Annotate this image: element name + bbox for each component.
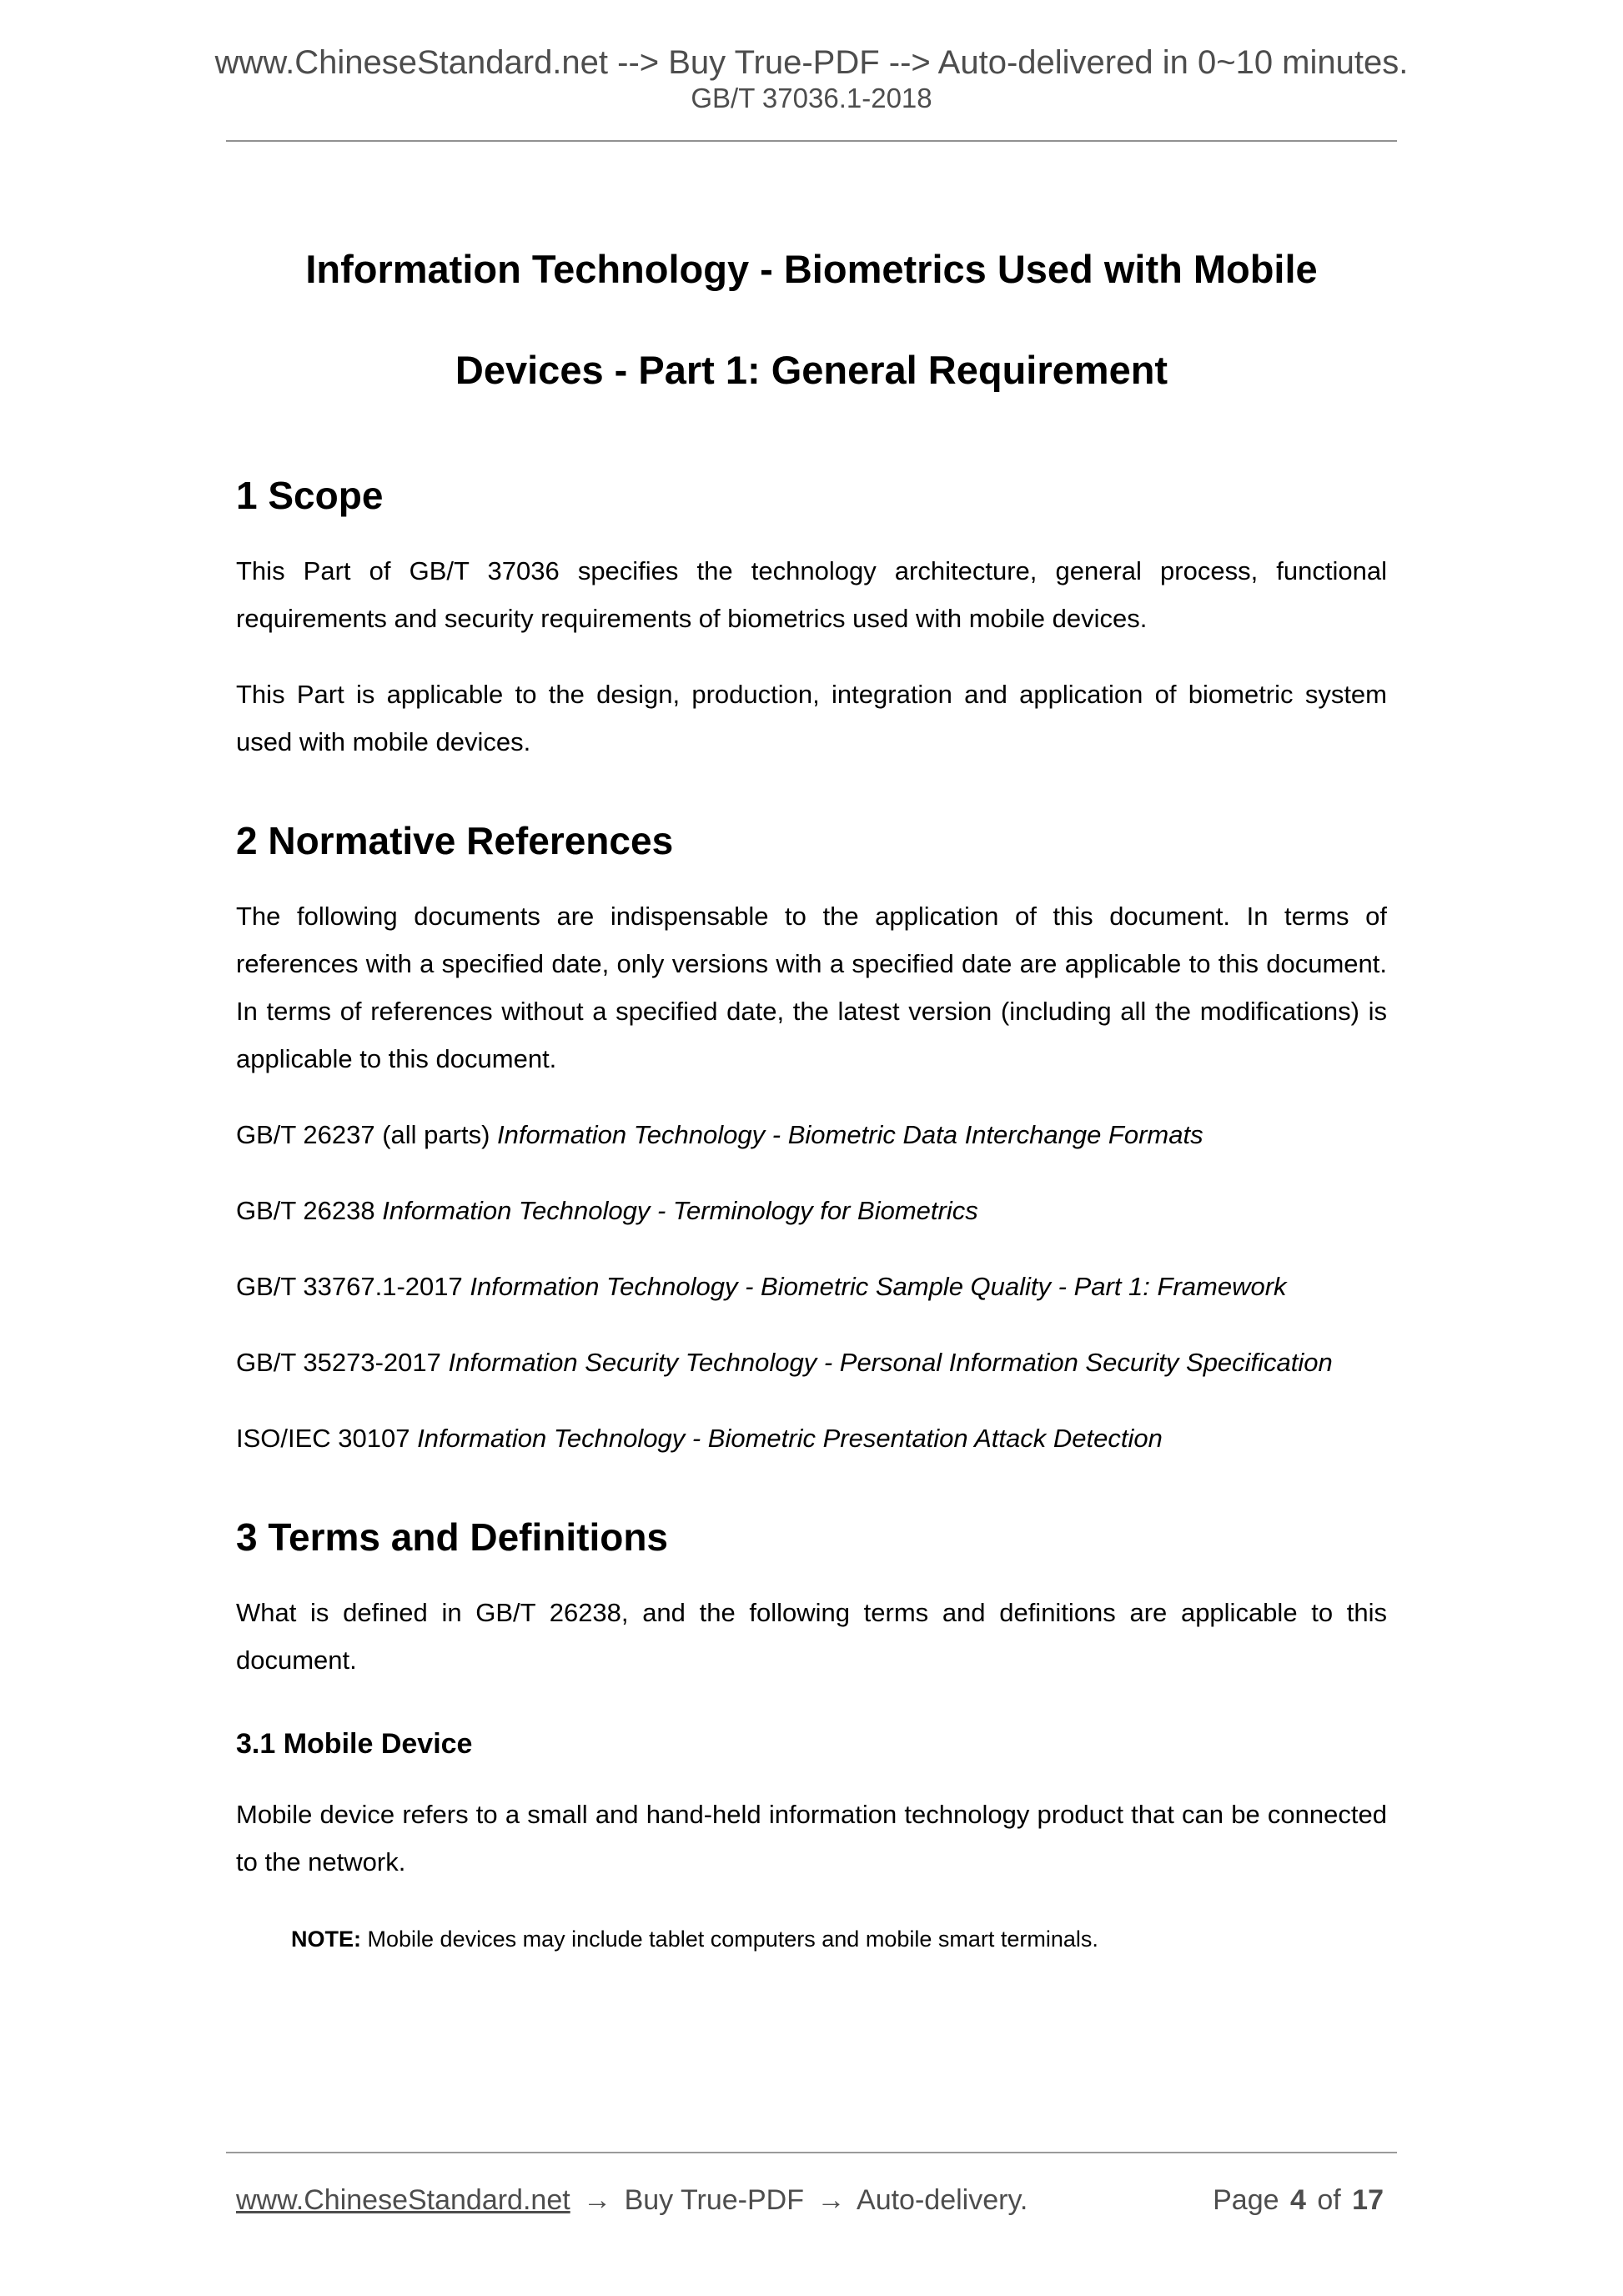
page-number: 4 — [1289, 2184, 1306, 2216]
page-indicator — [1213, 2182, 1387, 2218]
right-arrow-icon: → — [583, 2184, 612, 2216]
reference-title: Information Technology - Biometric Data Interchange Formats — [497, 1120, 1203, 1149]
terms-intro-paragraph: What is defined in GB/T 26238, and the following terms and definitions are applicable to this document. — [236, 1598, 1387, 1675]
normative-intro-paragraph: The following documents are indispensable to the application of this document. In terms of references with a specified date, only versions with a specified date are applicable to this document. In terms of references without a specified date, the latest version (including all the modifications) is applicable to this document. — [236, 902, 1387, 1073]
document-title — [236, 219, 1387, 420]
document-title-line-2: Devices - Part 1: General Requirement — [455, 348, 1168, 392]
reference-code: GB/T 26238 — [236, 1196, 375, 1225]
right-arrow-icon: → — [817, 2184, 846, 2216]
footer-link[interactable]: www.ChineseStandard.net — [236, 2184, 570, 2216]
reference-item — [236, 1111, 1387, 1158]
note-text: Mobile devices may include tablet computers and mobile smart terminals. — [367, 1927, 1098, 1952]
mobile-device-definition-paragraph: Mobile device refers to a small and hand-held information technology product that can be connected to the network. — [236, 1800, 1387, 1876]
reference-title: Information Technology - Terminology for Biometrics — [382, 1196, 978, 1225]
reference-code: GB/T 35273-2017 — [236, 1348, 441, 1377]
scope-paragraph-2: This Part is applicable to the design, production, integration and application of biometric system used with mobile devices. — [236, 680, 1387, 756]
header-rule — [226, 140, 1397, 142]
header-tagline: www.ChineseStandard.net --> Buy True-PDF --> Auto-delivered in 0~10 minutes. — [214, 44, 1409, 81]
reference-item — [236, 1263, 1387, 1310]
reference-code: ISO/IEC 30107 — [236, 1424, 410, 1453]
subsection-heading-mobile-device: 3.1 Mobile Device — [236, 1728, 473, 1760]
note — [236, 1924, 1387, 1954]
reference-item — [236, 1339, 1387, 1386]
section-heading-terms-definitions: 3 Terms and Definitions — [236, 1515, 669, 1559]
reference-item — [236, 1187, 1387, 1234]
section-heading-normative-references: 2 Normative References — [236, 819, 674, 862]
footer — [236, 2182, 1387, 2218]
reference-code: GB/T 26237 (all parts) — [236, 1120, 490, 1149]
header-doc-code: GB/T 37036.1-2018 — [691, 83, 932, 113]
reference-code: GB/T 33767.1-2017 — [236, 1272, 463, 1301]
footer-left — [236, 2182, 1028, 2218]
document-title-line-1: Information Technology - Biometrics Used with Mobile — [305, 247, 1318, 291]
footer-rule — [226, 2152, 1397, 2153]
footer-buy-label: Buy True-PDF — [624, 2184, 804, 2216]
reference-item — [236, 1414, 1387, 1462]
document-body — [236, 219, 1387, 1954]
reference-title: Information Technology - Biometric Sample Quality - Part 1: Framework — [470, 1272, 1287, 1301]
scope-paragraph-1: This Part of GB/T 37036 specifies the technology architecture, general process, functional requirements and security requirements of biometrics used with mobile devices. — [236, 556, 1387, 633]
of-label: of — [1317, 2184, 1341, 2216]
footer-delivery-label: Auto-delivery. — [857, 2184, 1028, 2216]
page-label: Page — [1213, 2184, 1279, 2216]
total-pages: 17 — [1352, 2184, 1384, 2216]
section-heading-scope: 1 Scope — [236, 474, 384, 517]
reference-title: Information Technology - Biometric Presentation Attack Detection — [417, 1424, 1163, 1453]
reference-title: Information Security Technology - Personal Information Security Specification — [448, 1348, 1333, 1377]
note-label: NOTE: — [291, 1927, 361, 1952]
